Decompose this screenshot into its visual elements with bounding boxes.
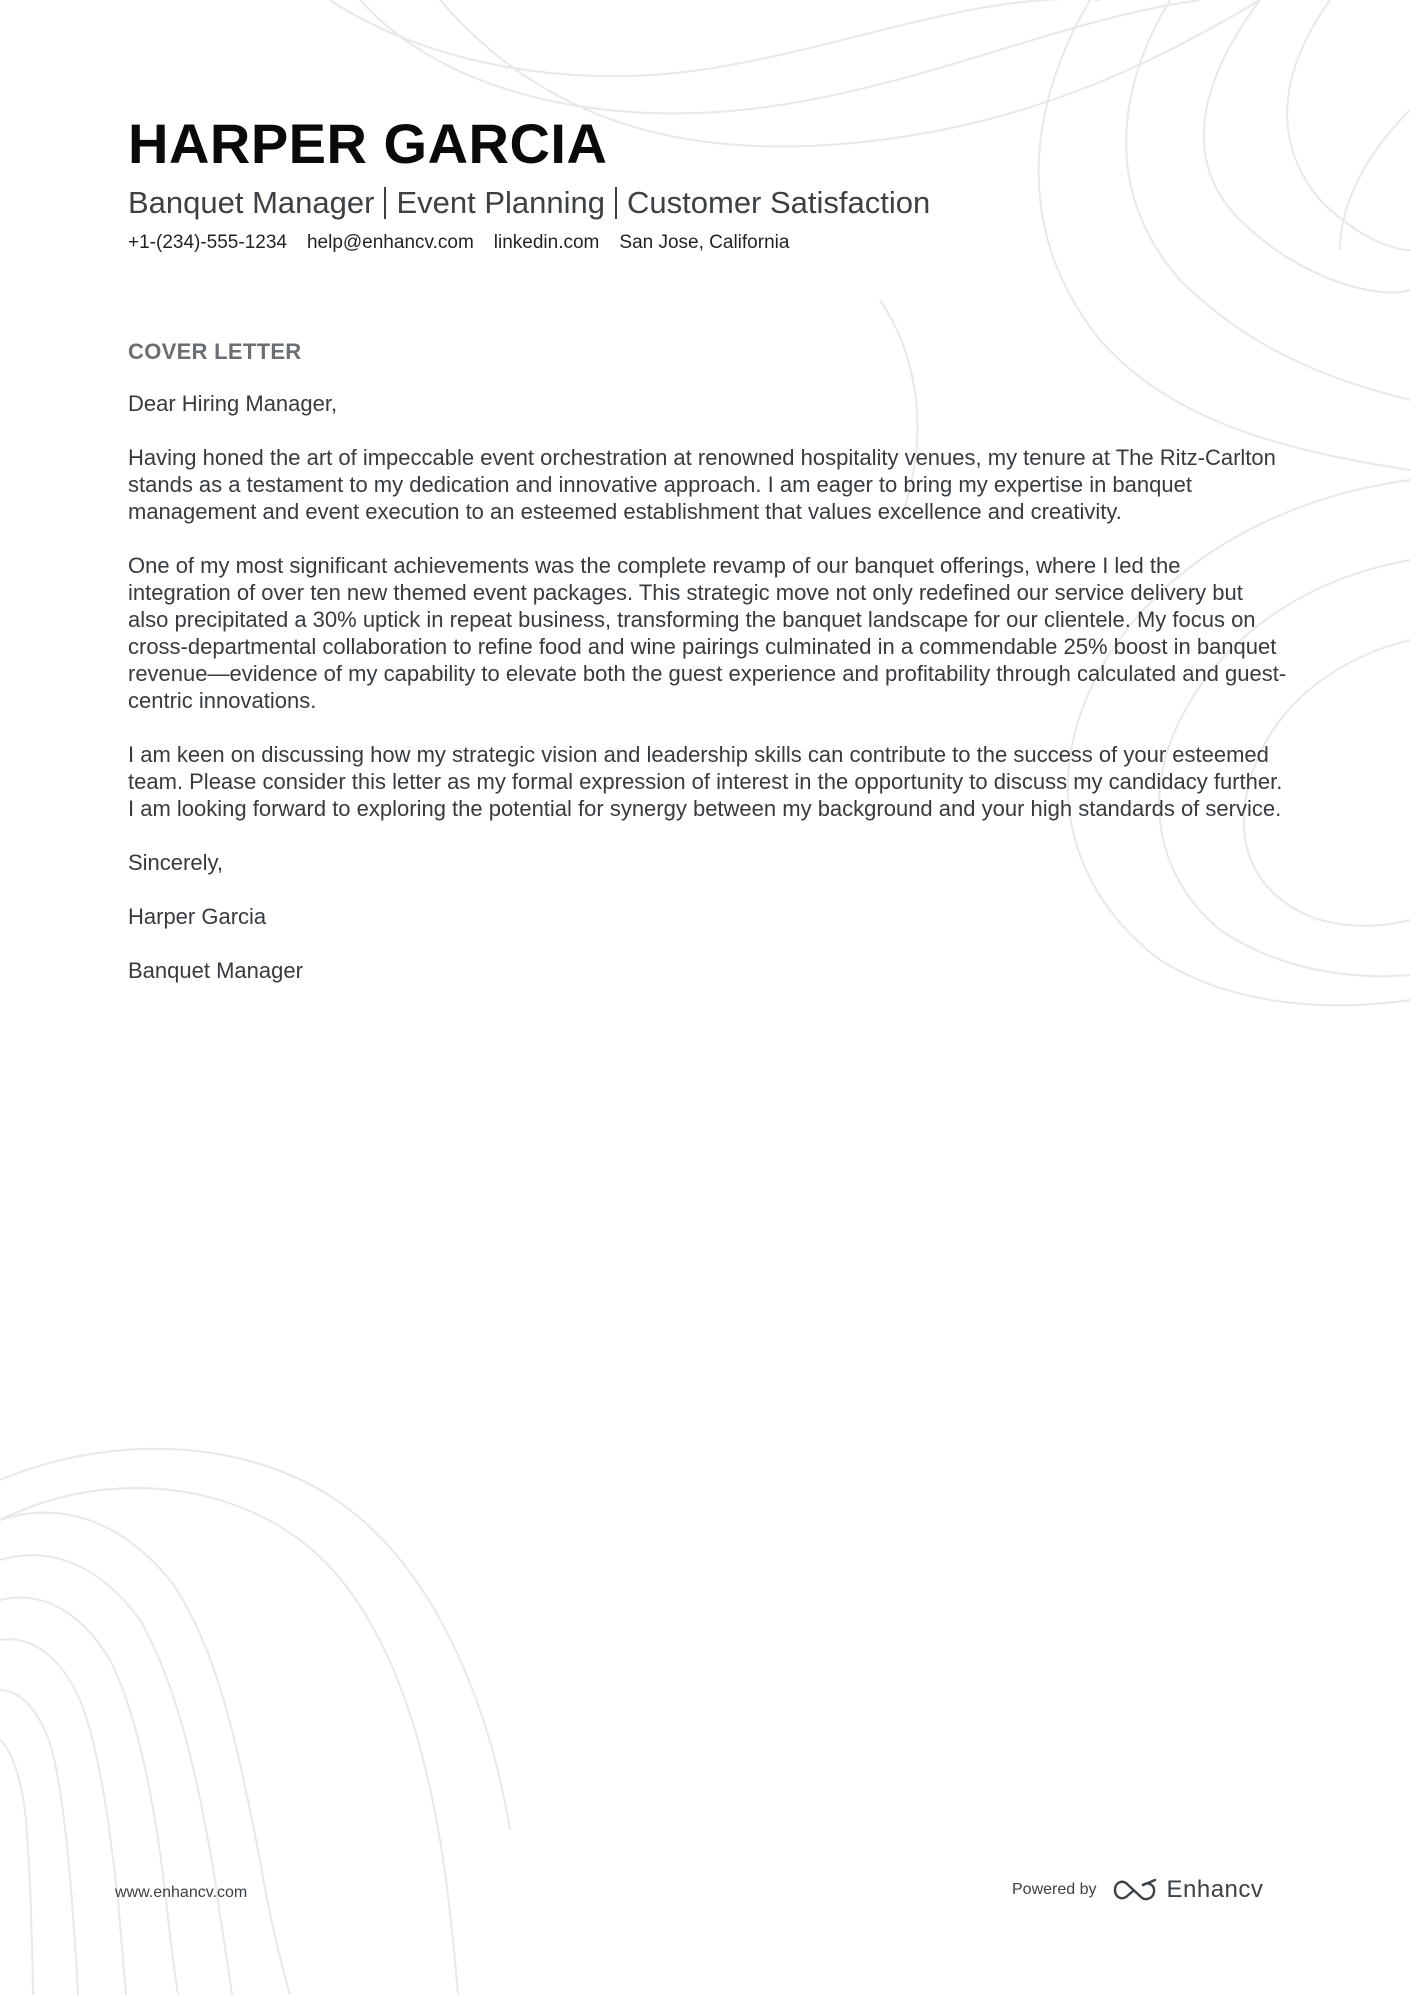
contact-linkedin[interactable]: linkedin.com [493,232,600,253]
headline-divider [384,187,386,219]
powered-by[interactable] [1012,1876,1263,1904]
contact-location: San Jose, California [619,232,790,253]
contact-phone[interactable]: +1-(234)-555-1234 [128,232,287,253]
powered-by-label: Powered by [1012,1881,1097,1898]
signature-name: Harper Garcia [128,904,267,929]
letter-closing: Sincerely, [128,850,223,875]
brand-logo [1111,1876,1264,1904]
headline-skill-2: Customer Satisfaction [627,185,931,220]
letter-paragraph: I am keen on discussing how my strategic vision and leadership skills can contribute to the success of your esteemed team. Please consider this letter as my formal expression of interest in the opportunity to discuss my candidacy further. I am looking forward to exploring the potential for synergy between my background and your high standards of service. [128,742,1283,821]
letter-paragraph: Having honed the art of impeccable event orchestration at renowned hospitality venues, my tenure at The Ritz-Carlton stands as a testament to my dedication and innovative approach. I am eager to bring my expertise in banquet management and event execution to an esteemed establishment that values excellence and creativity. [128,445,1276,524]
letter-greeting: Dear Hiring Manager, [128,391,338,416]
headline [128,182,1288,224]
applicant-name: HARPER GARCIA [128,112,608,175]
contact-info [128,230,1288,256]
signature-title: Banquet Manager [128,958,303,983]
footer-website-link[interactable]: www.enhancv.com [115,1884,248,1901]
letter-body [128,390,1288,984]
headline-role: Banquet Manager [128,185,375,220]
contact-email[interactable]: help@enhancv.com [306,232,474,253]
section-title: COVER LETTER [128,339,302,364]
headline-skill-1: Event Planning [396,185,606,220]
enhancv-logo-icon [1111,1877,1159,1903]
headline-divider [615,187,617,219]
cover-letter-page [128,110,1288,1011]
letter-paragraph: One of my most significant achievements was the complete revamp of our banquet offerings, where I led the integration of over ten new themed event packages. This strategic move not only redefined our service delivery but also precipitated a 30% uptick in repeat business, transforming the banquet landscape for our clientele. My focus on cross-departmental collaboration to refine food and wine pairings culminated in a commendable 25% boost in banquet revenue—evidence of my capability to elevate both the guest experience and profitability through calculated and guest-centric innovations. [128,553,1287,713]
brand-name: Enhancv [1166,1876,1264,1903]
